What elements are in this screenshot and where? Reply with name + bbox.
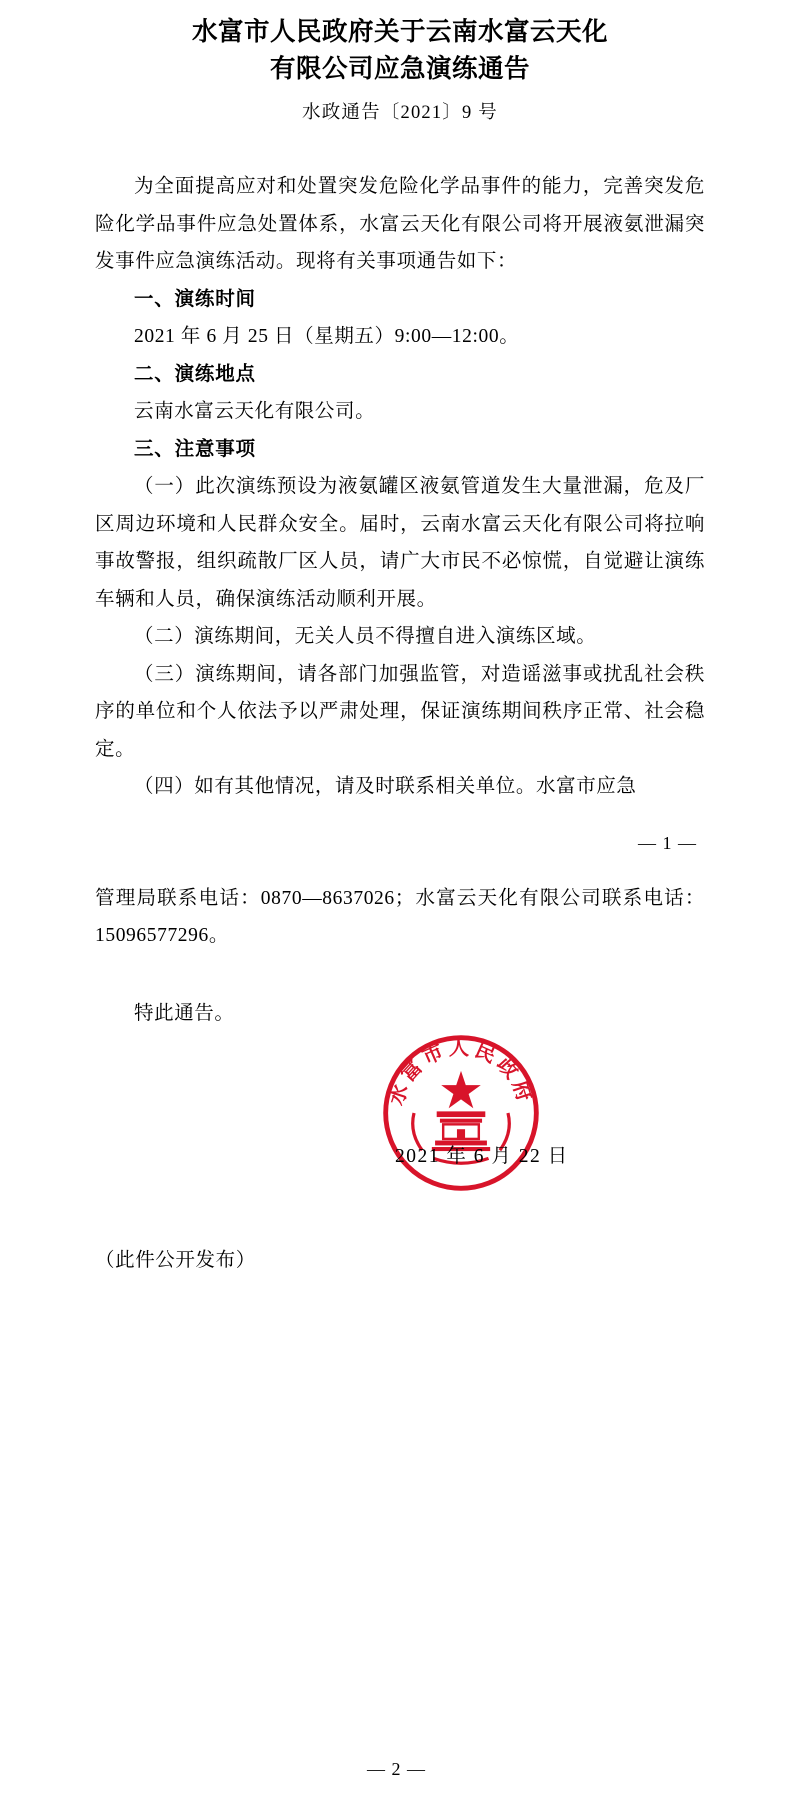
page-marker-1: — 1 — (638, 832, 697, 853)
svg-text:水富市人民政府: 水富市人民政府 (385, 1037, 537, 1108)
signature-date: 2021 年 6 月 22 日 (395, 1146, 569, 1167)
notice-item-4: （四）如有其他情况，请及时联系相关单位。水富市应急 (134, 776, 637, 797)
title-line-1: 水富市人民政府关于云南水富云天化 (191, 18, 608, 46)
page-title (95, 14, 705, 88)
notice-item-1: （一）此次演练预设为液氨罐区液氨管道发生大量泄漏，危及厂区周边环境和人民群众安全。届时，云南水富云天化有限公司将拉响事故警报，组织疏散厂区人员，请广大市民不必惊慌，自觉避让演练车辆和人员，确保演练活动顺利开展。 (95, 476, 705, 610)
title-line-2: 有限公司应急演练通告 (269, 55, 530, 83)
section-body-2: 云南水富云天化有限公司。 (134, 401, 376, 422)
document-number: 水政通告〔2021〕9 号 (302, 103, 498, 123)
section-heading-1: 一、演练时间 (134, 287, 256, 310)
signature-block (95, 1032, 705, 1242)
contact-paragraph: 管理局联系电话：0870—8637026；水富云天化有限公司联系电话：15096577296。 (95, 887, 705, 946)
document-body (95, 0, 705, 1280)
notice-item-3: （三）演练期间，请各部门加强监管，对造谣滋事或扰乱社会秩序的单位和个人依法予以严肃处理，保证演练期间秩序正常、社会稳定。 (95, 663, 705, 760)
section-heading-3: 三、注意事项 (134, 437, 256, 460)
notice-item-2: （二）演练期间，无关人员不得擅自进入演练区域。 (134, 626, 597, 647)
section-body-1: 2021 年 6 月 25 日（星期五）9:00—12:00。 (134, 326, 520, 347)
closing-statement: 特此通告。 (134, 1002, 235, 1024)
government-seal-icon (380, 1032, 542, 1194)
release-note: （此件公开发布） (95, 1250, 256, 1271)
page-marker-2: — 2 — (367, 1759, 426, 1779)
opening-paragraph: 为全面提高应对和处置突发危险化学品事件的能力，完善突发危险化学品事件应急处置体系，水富云天化有限公司将开展液氨泄漏突发事件应急演练活动。现将有关事项通告如下： (95, 176, 705, 272)
section-heading-2: 二、演练地点 (134, 362, 256, 385)
